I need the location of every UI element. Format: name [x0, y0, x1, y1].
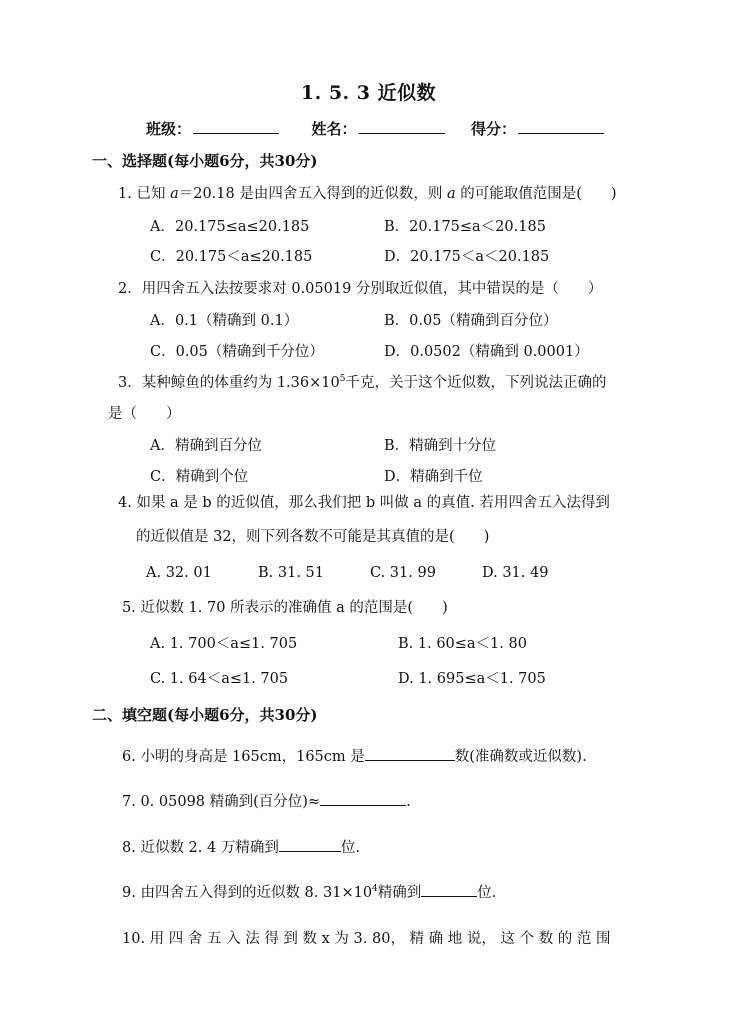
- q7-pre: 7. 0. 05098 精确到(百分位)≈: [122, 794, 321, 810]
- q8-answer-blank[interactable]: [279, 837, 341, 852]
- q4-option-b: B. 31. 51: [258, 565, 324, 581]
- student-info-row: [146, 118, 606, 139]
- q3-stem-line2: 是（ ）: [108, 406, 181, 422]
- q3-exponent: 5: [339, 374, 346, 384]
- section2-heading: 二、填空题(每小题6分，共30分): [92, 706, 318, 724]
- q8-post: 位.: [340, 840, 360, 856]
- q1-stem: [118, 184, 617, 204]
- q6-post: 数(准确数或近似数).: [454, 749, 587, 765]
- q7-post: .: [406, 794, 411, 810]
- q9-post: 位.: [477, 885, 497, 901]
- q9-pre: 9. 由四舍五入得到的近似数 8. 31×10: [122, 885, 373, 901]
- q2-option-a: A．0.1（精确到 0.1）: [150, 313, 299, 329]
- q2-option-c: C．0.05（精确到千分位）: [150, 344, 324, 360]
- q3-stem: [118, 373, 606, 393]
- page-title: 1. 5. 3 近似数: [300, 82, 437, 104]
- q9: [122, 882, 496, 903]
- name-label: 姓名：: [311, 120, 357, 138]
- q3-option-a: A．精确到百分位: [150, 438, 262, 454]
- q3-stem-pre: 3．某种鲸鱼的体重约为 1.36×10: [118, 375, 340, 391]
- q2-option-b: B．0.05（精确到百分位）: [384, 313, 558, 329]
- q4-option-d: D. 31. 49: [482, 565, 549, 581]
- q1-option-b: B．20.175≤a＜20.185: [384, 219, 546, 235]
- q6-pre: 6. 小明的身高是 165cm，165cm 是: [122, 749, 365, 765]
- q5-stem: 5. 近似数 1. 70 所表示的准确值 a 的范围是( ): [122, 600, 448, 616]
- q9-exponent: 4: [372, 884, 378, 894]
- q1-option-d: D．20.175＜a＜20.185: [384, 249, 550, 265]
- q1-option-a: A．20.175≤a≤20.185: [150, 219, 310, 235]
- q6-answer-blank[interactable]: [365, 746, 455, 761]
- q1-stem-mid: ＝20.18 是由四舍五入得到的近似数，则: [178, 186, 447, 202]
- q1-option-c: C．20.175＜a≤20.185: [150, 249, 313, 265]
- score-label: 得分：: [470, 120, 516, 138]
- q4-stem-line2: 的近似值是 32，则下列各数不可能是其真值的是( ): [136, 529, 490, 545]
- q6: [122, 746, 587, 767]
- q1-var: a: [170, 186, 179, 202]
- class-label: 班级：: [146, 120, 192, 138]
- q3-option-b: B．精确到十分位: [384, 438, 497, 454]
- q8-pre: 8. 近似数 2. 4 万精确到: [122, 840, 279, 856]
- q5-option-b: B. 1. 60≤a＜1. 80: [398, 636, 527, 652]
- q9-mid: 精确到: [377, 885, 422, 901]
- section1-heading: 一、选择题(每小题6分，共30分): [92, 152, 318, 170]
- q5-option-d: D. 1. 695≤a＜1. 705: [398, 671, 546, 687]
- q2-stem: 2．用四舍五入法按要求对 0.05019 分别取近似值，其中错误的是（ ）: [118, 281, 603, 297]
- q3-stem-post: 千克，关于这个近似数，下列说法正确的: [345, 375, 607, 391]
- q9-answer-blank[interactable]: [421, 882, 477, 897]
- q4-stem-line1: 4. 如果 a 是 b 的近似值，那么我们把 b 叫做 a 的真值. 若用四舍五入法得到: [118, 495, 610, 511]
- q3-option-d: D．精确到千位: [384, 469, 483, 485]
- q1-var2: a: [446, 186, 456, 202]
- q4-option-a: A. 32. 01: [146, 565, 212, 581]
- q5-option-a: A. 1. 700＜a≤1. 705: [150, 636, 298, 652]
- class-blank[interactable]: [193, 119, 279, 134]
- q7-answer-blank[interactable]: [320, 791, 406, 806]
- q8: [122, 837, 360, 858]
- q1-stem-pre: 1. 已知: [118, 186, 171, 202]
- score-blank[interactable]: [518, 119, 604, 134]
- q4-option-c: C. 31. 99: [370, 565, 436, 581]
- q3-option-c: C．精确到个位: [150, 469, 249, 485]
- q7: [122, 791, 411, 812]
- q10: 10. 用 四 舍 五 入 法 得 到 数 x 为 3. 80， 精 确 地 说， 这 个 数 的 范 围: [122, 931, 611, 947]
- q2-option-d: D．0.0502（精确到 0.0001）: [384, 344, 589, 360]
- q1-stem-post: 的可能取值范围是( ): [455, 186, 617, 202]
- q5-option-c: C. 1. 64＜a≤1. 705: [150, 671, 289, 687]
- name-blank[interactable]: [359, 119, 445, 134]
